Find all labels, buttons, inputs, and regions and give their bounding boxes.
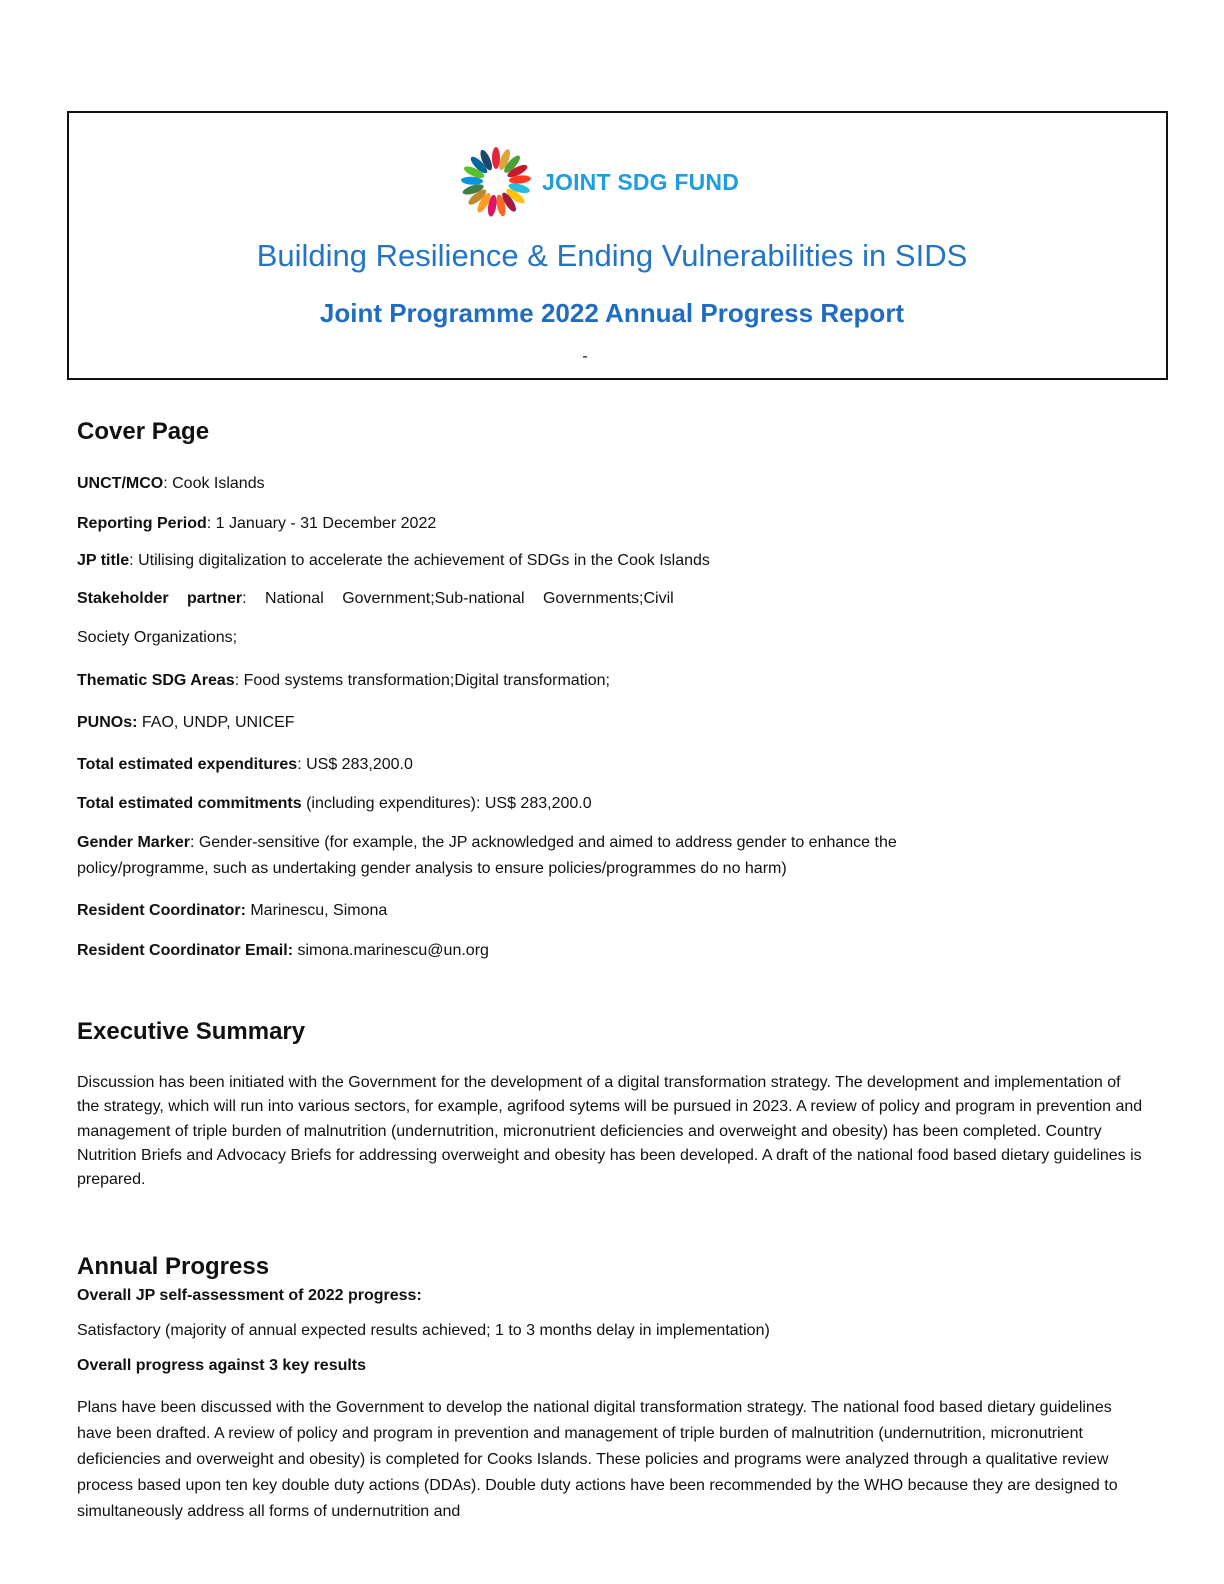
sdg-wheel-icon — [458, 144, 534, 220]
thematic-label: Thematic SDG Areas — [77, 672, 235, 689]
jp-title-field — [77, 551, 710, 571]
gender-marker-value: : Gender-sensitive (for example, the JP acknowledged and aimed to address gender to enhance the — [189, 834, 897, 851]
executive-summary-heading: Executive Summary — [77, 1018, 306, 1045]
unct-field — [77, 474, 265, 494]
self-assessment-label-text: Overall JP self-assessment of 2022 progress: — [77, 1287, 422, 1304]
jp-title-label: JP title — [77, 552, 130, 569]
key-results-label — [77, 1356, 366, 1376]
commitments-label: Total estimated commitments — [77, 795, 302, 812]
expenditures-field — [77, 755, 413, 775]
resident-coordinator-email-label: Resident Coordinator Email: — [77, 942, 294, 959]
reporting-period-field — [77, 514, 436, 534]
thematic-field — [77, 671, 610, 691]
punos-value: FAO, UNDP, UNICEF — [137, 714, 295, 731]
reporting-period-value: : 1 January - 31 December 2022 — [206, 515, 437, 532]
unct-label: UNCT/MCO — [77, 475, 164, 492]
expenditures-value: : US$ 283,200.0 — [297, 756, 413, 773]
commitments-value: (including expenditures): US$ 283,200.0 — [301, 795, 592, 812]
executive-summary-text: Discussion has been initiated with the Government for the development of a digital transformation strategy. The development and implementation of the strategy, which will run into various sectors, for example, agrifood sytems will be pursued in 2023. A review of policy and program in prevention and management of triple burden of malnutrition (undernutrition, micronutrient deficiencies and overweight and obesity) has been completed. Country Nutrition Briefs and Advocacy Briefs for addressing overweight and obesity has been developed. A draft of the national food based dietary guidelines is prepared. — [77, 1074, 1143, 1189]
report-subtitle: Joint Programme 2022 Annual Progress Report — [319, 298, 905, 328]
reporting-period-label: Reporting Period — [77, 515, 207, 532]
gender-marker-field — [77, 833, 897, 853]
report-title: Building Resilience & Ending Vulnerabilities in SIDS — [256, 238, 968, 273]
resident-coordinator-email-field — [77, 941, 489, 961]
cover-page-heading: Cover Page — [77, 418, 210, 445]
stakeholder-value: : National Government;Sub-national Governments;Civil — [242, 590, 674, 607]
self-assessment-label — [77, 1286, 422, 1306]
unct-value: : Cook Islands — [163, 475, 265, 492]
header-dash: - — [582, 348, 588, 365]
key-results-text: Plans have been discussed with the Government to develop the national digital transformation strategy. The national food based dietary guidelines have been drafted. A review of policy and program in prevention and management of triple burden of malnutrition (undernutrition, micronutrient deficiencies and overweight and obesity) is completed for Cooks Islands. These policies and programs were analyzed through a qualitative review process based upon ten key double duty actions (DDAs). Double duty actions have been recommended by the WHO because they are designed to simultaneously address all forms of undernutrition and — [77, 1399, 1118, 1520]
punos-field — [77, 713, 295, 733]
gender-marker-label: Gender Marker — [77, 834, 190, 851]
expenditures-label: Total estimated expenditures — [77, 756, 298, 773]
self-assessment-value: Satisfactory (majority of annual expected results achieved; 1 to 3 months delay in implementation) — [77, 1322, 770, 1339]
gender-marker-value-cont: policy/programme, such as undertaking gender analysis to ensure policies/programmes do no harm) — [77, 860, 787, 877]
resident-coordinator-email-value: simona.marinescu@un.org — [293, 942, 489, 959]
stakeholder-value-cont: Society Organizations; — [77, 629, 238, 646]
stakeholder-field — [77, 589, 674, 609]
resident-coordinator-field — [77, 901, 387, 921]
resident-coordinator-value: Marinescu, Simona — [245, 902, 388, 919]
commitments-field — [77, 794, 592, 814]
joint-sdg-fund-logo — [458, 144, 739, 220]
punos-label: PUNOs: — [77, 714, 138, 731]
annual-progress-heading: Annual Progress — [77, 1253, 270, 1280]
resident-coordinator-label: Resident Coordinator: — [77, 902, 246, 919]
thematic-value: : Food systems transformation;Digital transformation; — [234, 672, 610, 689]
logo-text: JOINT SDG FUND — [542, 168, 740, 195]
key-results-label-text: Overall progress against 3 key results — [77, 1357, 367, 1374]
jp-title-value: : Utilising digitalization to accelerate the achievement of SDGs in the Cook Islands — [129, 552, 710, 569]
stakeholder-label: Stakeholder partner — [77, 590, 243, 607]
